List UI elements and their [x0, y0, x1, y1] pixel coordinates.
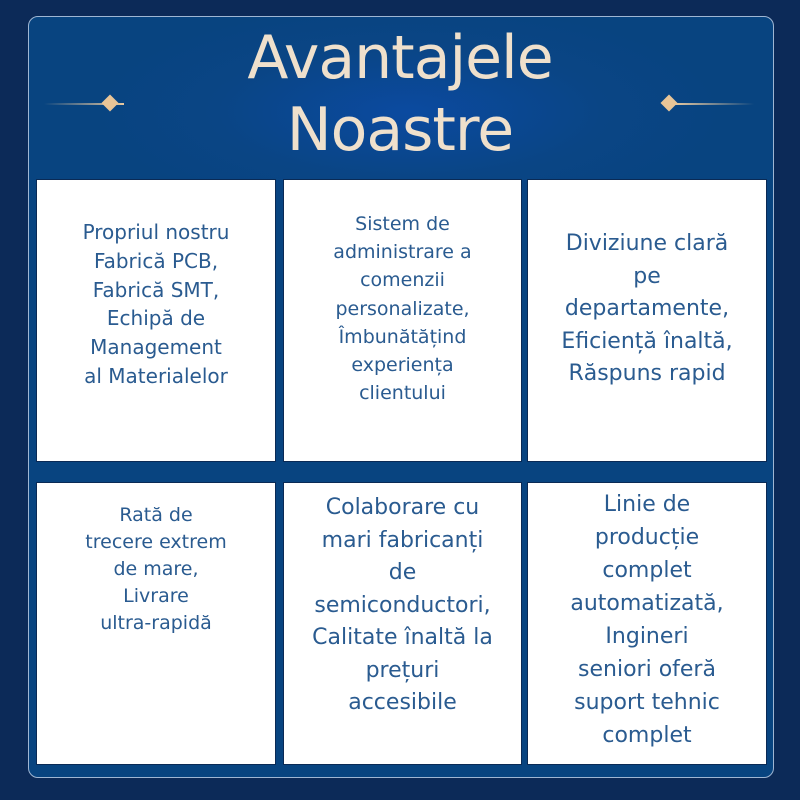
card-text: Rată de trecere extrem de mare, Livrare ultra-rapidă — [85, 504, 227, 634]
card-text: Diviziune clară pe departamente, Eficiență înaltă, Răspuns rapid — [561, 231, 733, 386]
card-text: Linie de producție complet automatizată, Ingineri seniori oferă suport tehnic complet — [570, 492, 724, 748]
card-text: Sistem de administrare a comenzii personalizate, Îmbunătățind experiența clientului — [333, 213, 472, 405]
title-line-1: Avantajele — [247, 23, 553, 93]
right-divider-line — [674, 103, 754, 105]
advantage-card-delivery — [36, 482, 276, 765]
advantage-card-semiconductors — [283, 482, 522, 765]
advantage-card-departments — [527, 179, 767, 462]
advantage-card-production-line — [527, 482, 767, 765]
title-line-2: Noastre — [286, 95, 514, 165]
card-text: Propriul nostru Fabrică PCB, Fabrică SMT, Echipă de Management al Materialelor — [82, 220, 230, 388]
advantage-card-factories — [36, 179, 276, 462]
advantage-card-order-system — [283, 179, 522, 462]
card-text: Colaborare cu mari fabricanți de semiconductori, Calitate înaltă la prețuri accesibile — [312, 495, 493, 715]
